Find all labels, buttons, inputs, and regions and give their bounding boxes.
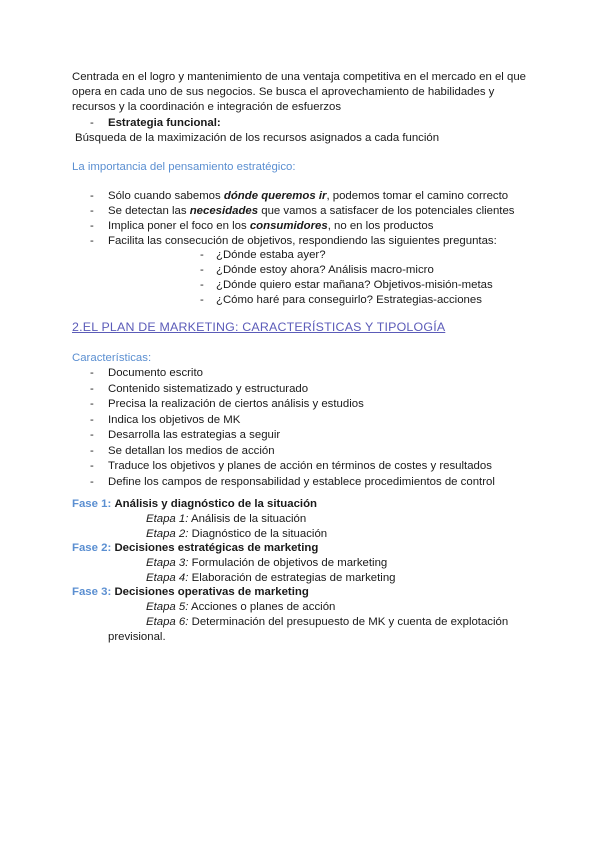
etapa-item (146, 527, 327, 542)
etapa-item (146, 615, 508, 630)
bullet-dash: - (200, 279, 204, 291)
intro-line: recursos y la coordinación e integración de esfuerzos (72, 101, 342, 113)
emphasis-text: dónde queremos ir (223, 190, 327, 202)
phase-heading (72, 497, 317, 512)
etapa-label: Etapa 5: (146, 601, 189, 613)
caracteristica-text: Documento escrito (108, 367, 203, 379)
bullet-dash: - (200, 249, 204, 261)
question-text: ¿Dónde estoy ahora? Análisis macro-micro (216, 264, 434, 276)
intro-paragraph (72, 70, 532, 115)
list-item-text: Implica poner el foco en los consumidores, no en los productos (108, 220, 434, 232)
caracteristicas-heading: Características: (72, 352, 152, 364)
caracteristica-text: Contenido sistematizado y estructurado (108, 382, 309, 395)
etapa-label: Etapa 4: (146, 572, 189, 584)
question-text: ¿Dónde estaba ayer? (216, 249, 326, 261)
phase-title: Decisiones estratégicas de marketing (114, 542, 319, 554)
intro-line: Centrada en el logro y mantenimiento de una ventaja competitiva en el mercado en el que (72, 71, 527, 83)
bullet-dash: - (90, 460, 94, 472)
etapa-label: Etapa 3: (146, 557, 189, 569)
bullet-dash: - (90, 367, 94, 379)
etapa-item (146, 571, 396, 586)
etapa-continuation: previsional. (108, 631, 166, 643)
bullet-dash: - (90, 382, 94, 395)
etapa-text: Diagnóstico de la situación (191, 528, 328, 540)
caracteristica-text: Define los campos de responsabilidad y establece procedimientos de control (108, 475, 495, 488)
estrategia-funcional-title: Estrategia funcional: (108, 117, 221, 129)
bullet-dash: - (90, 117, 94, 129)
etapa-item (146, 600, 335, 615)
phase-title: Análisis y diagnóstico de la situación (114, 498, 317, 510)
bullet-dash: - (90, 444, 94, 457)
phase-label: Fase 3: (72, 586, 112, 598)
caracteristica-text: Se detallan los medios de acción (108, 444, 275, 457)
emphasis-text: consumidores (249, 220, 328, 232)
importancia-heading: La importancia del pensamiento estratégico: (72, 161, 296, 173)
etapa-label: Etapa 6: (146, 616, 189, 628)
bullet-dash: - (90, 398, 94, 410)
etapa-text: Elaboración de estrategias de marketing (191, 572, 396, 584)
bullet-dash: - (90, 190, 94, 202)
caracteristica-text: Desarrolla las estrategias a seguir (108, 429, 281, 441)
question-text: ¿Cómo haré para conseguirlo? Estrategias-acciones (216, 294, 482, 306)
bullet-dash: - (90, 220, 94, 232)
bullet-dash: - (90, 429, 94, 441)
list-item-text: Sólo cuando sabemos dónde queremos ir, podemos tomar el camino correcto (108, 190, 509, 202)
etapa-text: Determinación del presupuesto de MK y cuenta de explotación (191, 616, 509, 628)
etapa-text: Análisis de la situación (190, 513, 307, 525)
etapa-label: Etapa 1: (146, 513, 189, 525)
bullet-dash: - (200, 294, 204, 306)
etapa-text: Acciones o planes de acción (190, 601, 336, 613)
etapa-label: Etapa 2: (146, 528, 189, 540)
bullet-dash: - (90, 235, 94, 247)
caracteristica-text: Indica los objetivos de MK (108, 413, 241, 426)
phase-heading (72, 585, 309, 600)
phase-label: Fase 2: (72, 542, 112, 554)
phase-heading (72, 541, 318, 556)
caracteristica-text: Traduce los objetivos y planes de acción en términos de costes y resultados (108, 460, 492, 472)
question-text: ¿Dónde quiero estar mañana? Objetivos-misión-metas (216, 279, 493, 291)
intro-line: opera en cada uno de sus negocios. Se busca el aprovechamiento de habilidades y (72, 86, 495, 98)
etapa-text: Formulación de objetivos de marketing (191, 557, 388, 569)
list-item-text: Se detectan las necesidades que vamos a satisfacer de los potenciales clientes (108, 205, 515, 217)
bullet-dash: - (90, 475, 94, 488)
caracteristica-text: Precisa la realización de ciertos análisis y estudios (108, 398, 364, 410)
phase-title: Decisiones operativas de marketing (114, 586, 309, 598)
emphasis-text: necesidades (189, 205, 259, 217)
bullet-dash: - (90, 205, 94, 217)
estrategia-funcional-desc: Búsqueda de la maximización de los recursos asignados a cada función (75, 132, 440, 144)
etapa-item (146, 556, 387, 571)
section-heading: 2.EL PLAN DE MARKETING: CARACTERÍSTICAS Y TIPOLOGÍA (72, 320, 446, 334)
list-item-text: Facilita las consecución de objetivos, respondiendo las siguientes preguntas: (108, 235, 497, 247)
phase-label: Fase 1: (72, 498, 112, 510)
etapa-item (146, 512, 306, 527)
bullet-dash: - (90, 413, 94, 426)
bullet-dash: - (200, 264, 204, 276)
